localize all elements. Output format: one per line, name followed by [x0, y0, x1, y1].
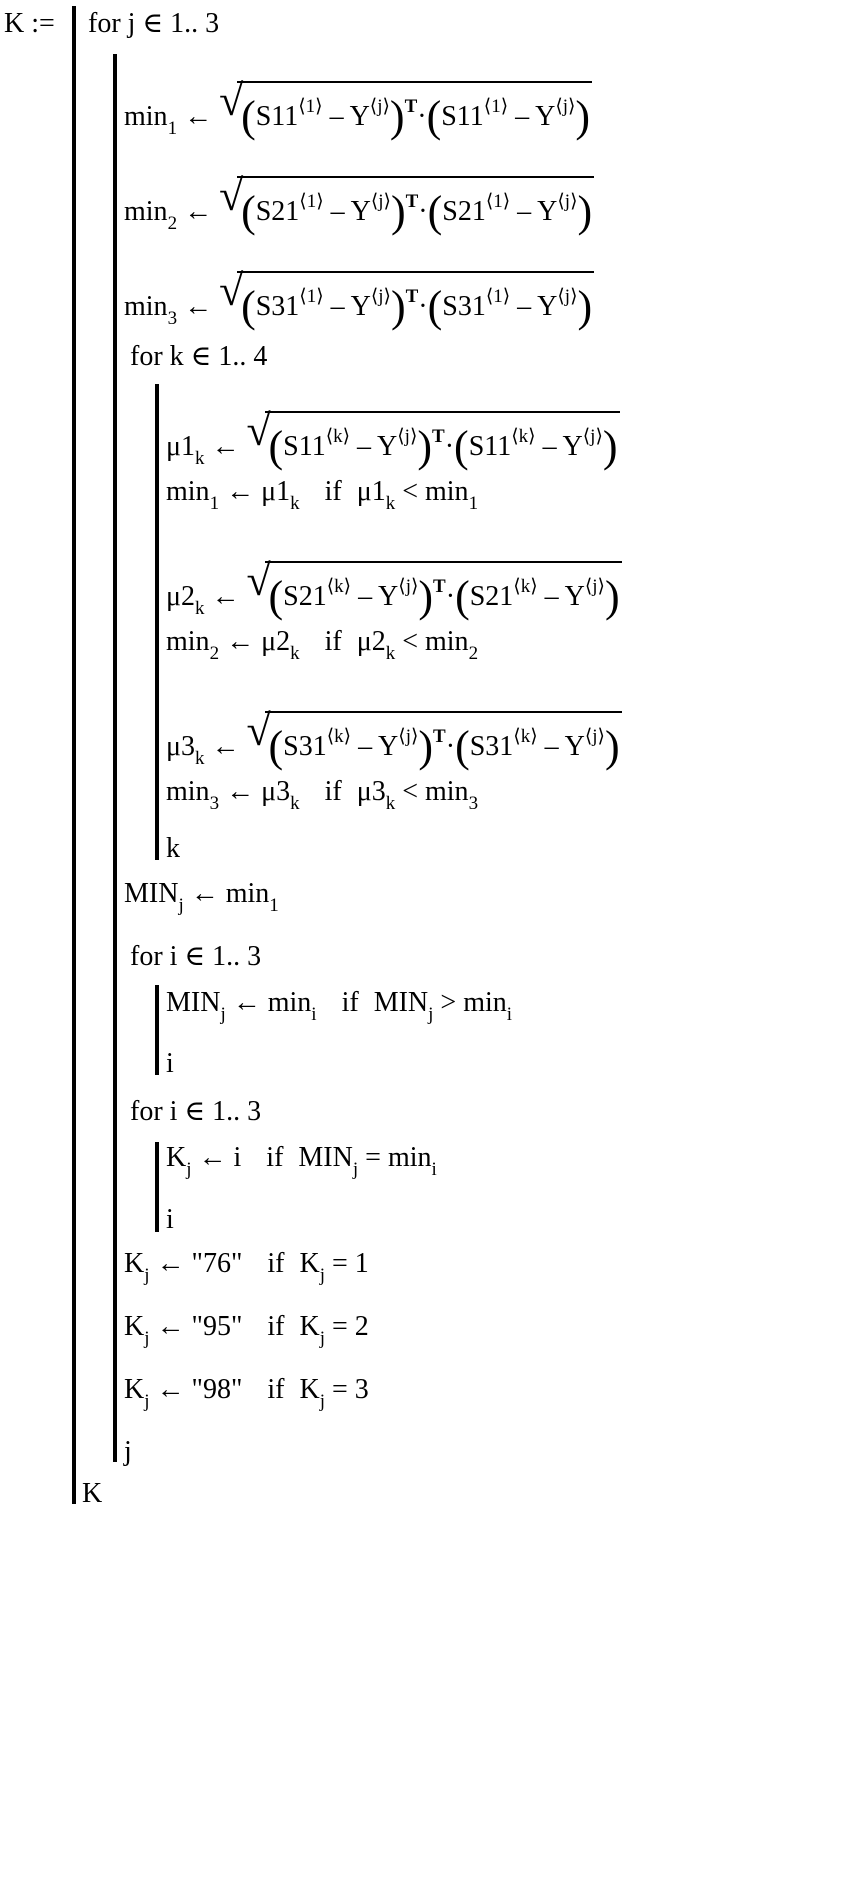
- i-loop-bar-1: [155, 985, 159, 1075]
- mu3-line: $\mu 3_k$ ← √ $(S31^{⟨k⟩} - Y^{⟨j⟩})^T\cdot(S31^{⟨k⟩} - Y^{⟨j⟩})$: [166, 706, 620, 771]
- min-init-3: $\min_3$ ← √ $(S31^{⟨1⟩} - Y^{⟨j⟩})^T\cdot(S31^{⟨1⟩} - Y^{⟨j⟩})$: [124, 266, 593, 331]
- i-loop-bar-2: [155, 1142, 159, 1232]
- min2-update-line: $\min_2$ ← $\mu 2_k$ if $\mu 2_k < \min_2$: [166, 626, 479, 664]
- min-init-1: $\min_1$ ← √ $(S11^{⟨1⟩} - Y^{⟨j⟩})^T\cdot(S11^{⟨1⟩} - Y^{⟨j⟩})$: [124, 76, 591, 141]
- min3-update-line: $\min_3$ ← $\mu 3_k$ if $\mu 3_k < \min_3$: [166, 776, 479, 814]
- j-loop-bar: [113, 54, 117, 1462]
- min1-update-line: $\min_1$ ← $\mu 1_k$ if $\mu 1_k < \min_1$: [166, 476, 479, 514]
- i-return-2: i: [166, 1204, 174, 1235]
- mu1-line: $\mu 1_k$ ← √ $(S11^{⟨k⟩} - Y^{⟨j⟩})^T\cdot(S11^{⟨k⟩} - Y^{⟨j⟩})$: [166, 406, 618, 471]
- final-return: K: [82, 1478, 103, 1509]
- mu2-line: $\mu 2_k$ ← √ $(S21^{⟨k⟩} - Y^{⟨j⟩})^T\cdot(S21^{⟨k⟩} - Y^{⟨j⟩})$: [166, 556, 620, 621]
- i-block-1-line: $MIN_j$ ← $\min_i$ if $MIN_j > \min_i$: [166, 987, 513, 1025]
- min-assign-line: $MIN_j$ ← $\min_1$: [124, 878, 279, 916]
- k-loop-bar: [155, 384, 159, 860]
- assignment-label: K :=: [4, 8, 55, 39]
- i-block-2-line: $K_j$ ← i if $MIN_j = \min_i$: [166, 1142, 437, 1180]
- for-i-header-2: for i ∈ 1.. 3: [130, 1096, 262, 1127]
- for-i-header-1: for i ∈ 1.. 3: [130, 941, 262, 972]
- j-loop-return: j: [124, 1436, 132, 1467]
- outer-program-bar: [72, 6, 76, 1504]
- min-init-2: $\min_2$ ← √ $(S21^{⟨1⟩} - Y^{⟨j⟩})^T\cdot(S21^{⟨1⟩} - Y^{⟨j⟩})$: [124, 171, 593, 236]
- k-map-line-3: $K_j$ ← "98" if $K_j = 3$: [124, 1374, 369, 1412]
- k-for-header: for k ∈ 1.. 4: [130, 341, 268, 372]
- k-loop-return: k: [166, 833, 180, 864]
- k-map-line-2: $K_j$ ← "95" if $K_j = 2$: [124, 1311, 369, 1349]
- k-map-line-1: $K_j$ ← "76" if $K_j = 1$: [124, 1248, 369, 1286]
- i-return-1: i: [166, 1048, 174, 1079]
- outer-for-header: for j ∈ 1.. 3: [88, 8, 220, 39]
